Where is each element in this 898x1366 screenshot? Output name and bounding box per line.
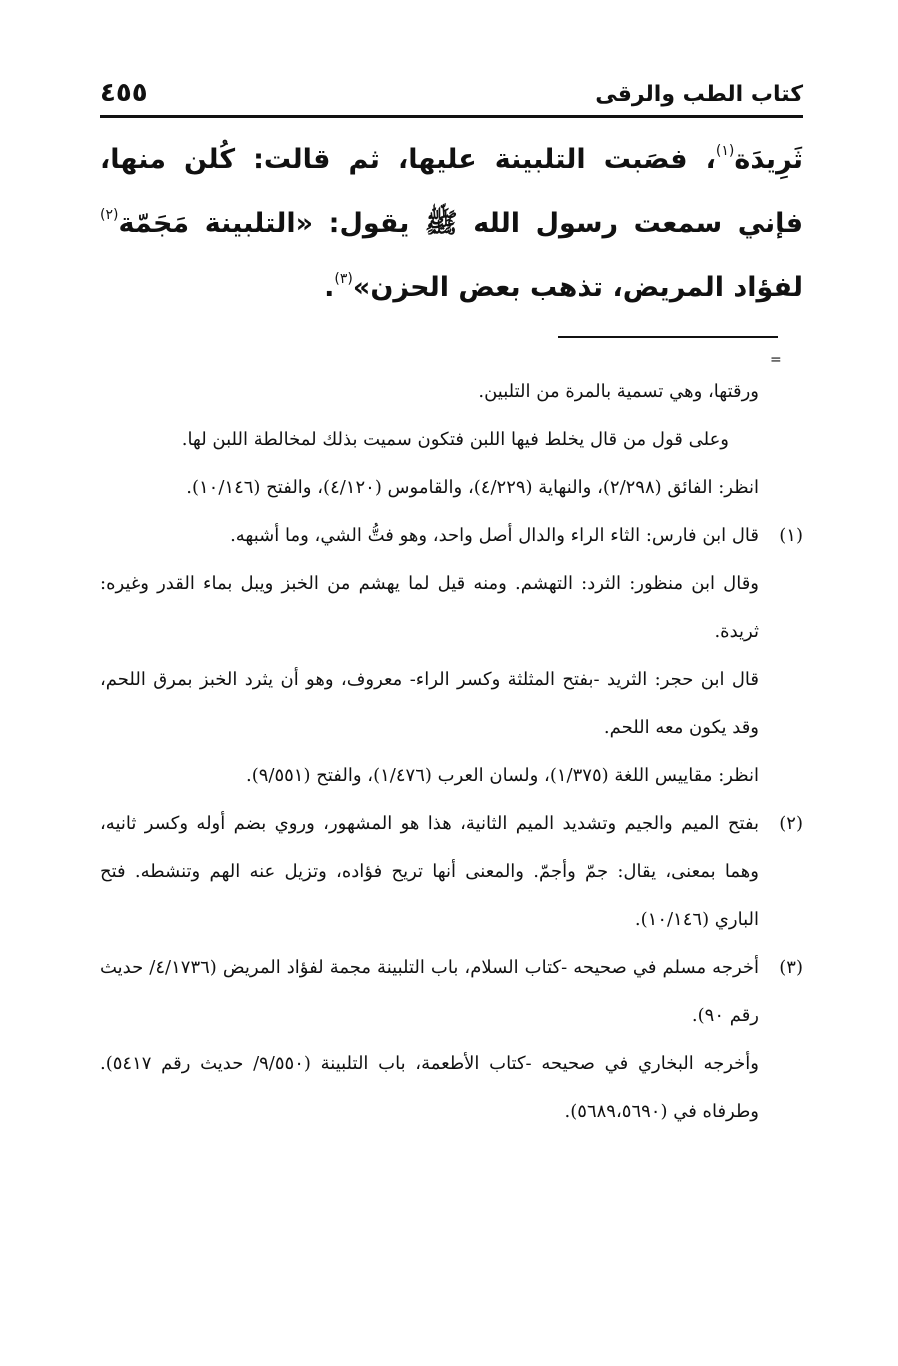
footnote-paragraph: وقال ابن منظور: الثرد: التهشم. ومنه قيل لما يهشم من الخبز ويبل بماء القدر وغيره: ثريدة. (100, 573, 759, 642)
footnote-number: (٢) (779, 813, 803, 834)
footnote-ref-3: (٣) (334, 271, 353, 287)
chapter-title: كتاب الطب والرقى (595, 82, 803, 107)
header-rule (100, 115, 803, 118)
footnote-3 (100, 944, 803, 1136)
running-header (100, 78, 803, 118)
footnote-paragraph: وعلى قول من قال يخلط فيها اللبن فتكون سميت بذلك لمخالطة اللبن لها. (181, 429, 729, 450)
main-text-segment: ثَرِيدَة (734, 144, 803, 175)
footnote-paragraph: انظر: مقاييس اللغة (١/٣٧٥)، ولسان العرب (١/٤٧٦)، والفتح (٩/٥٥١). (245, 765, 759, 786)
footnote-paragraph: وأخرجه البخاري في صحيحه -كتاب الأطعمة، باب التلبينة (٩/٥٥٠/ حديث رقم ٥٤١٧). وطرفاه في (٥٦٨٩،٥٦٩٠). (100, 1053, 759, 1122)
footnote-paragraph: ورقتها، وهي تسمية بالمرة من التلبين. (478, 381, 759, 402)
continuation-mark: = (770, 352, 782, 368)
footnote-paragraph: قال ابن فارس: الثاء الراء والدال أصل واحد، وهو فتُّ الشي، وما أشبهه. (230, 525, 759, 546)
footnote-ref-2: (٢) (100, 207, 119, 223)
footnote-2 (100, 800, 803, 944)
main-text-segment: . (324, 272, 335, 303)
main-text-segment: ، فصَبت التلبينة عليها، ثم قالت: كُلن منها، فإني سمعت رسول الله ﷺ يقول: «التلبينة مَجَمّة (100, 144, 803, 239)
page-number: ٤٥٥ (100, 78, 148, 108)
footnote-paragraph: بفتح الميم والجيم وتشديد الميم الثانية، هذا هو المشهور، وروي بضم أوله وكسر ثانيه، وهما بمعنى، يقال: جمّ وأجمّ. والمعنى أنها تريح فؤاده، وتزيل عنه الهم وتنشطه. فتح الباري (١٠/١٤٦). (100, 813, 759, 930)
footnote-number: (٣) (779, 957, 803, 978)
footnote-number: (١) (779, 525, 803, 546)
footnote-paragraph: أخرجه مسلم في صحيحه -كتاب السلام، باب التلبينة مجمة لفؤاد المريض (٤/١٧٣٦/ حديث رقم ٩٠). (100, 957, 760, 1026)
footnote-1 (100, 512, 803, 800)
footnote-ref-1: (١) (715, 143, 735, 159)
footnote-continued (100, 368, 803, 512)
footnote-paragraph: قال ابن حجر: الثريد -بفتح المثلثة وكسر الراء- معروف، وهو أن يثرد الخبز بمرق اللحم، وقد يكون معه اللحم. (100, 669, 759, 738)
footnotes (100, 368, 803, 1136)
footnote-paragraph: انظر: الفائق (٢/٢٩٨)، والنهاية (٤/٢٢٩)، والقاموس (٤/١٢٠)، والفتح (١٠/١٤٦). (186, 477, 759, 498)
main-text (100, 128, 803, 320)
footnote-separator (558, 336, 778, 338)
main-text-segment: لفؤاد المريض، تذهب بعض الحزن» (352, 272, 803, 303)
